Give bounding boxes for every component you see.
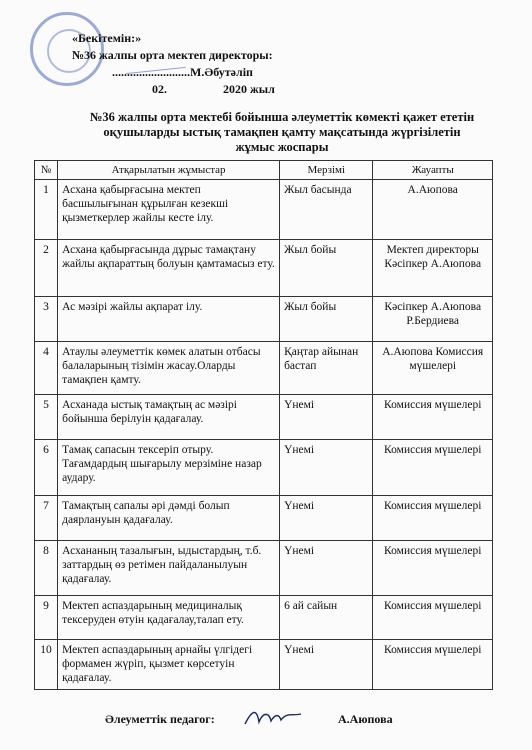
row-term: Үнемі [280,395,373,440]
row-number: 5 [35,395,58,440]
table-header-row [35,161,493,180]
row-number: 2 [35,240,58,297]
row-term: Жыл бойы [280,297,373,342]
row-responsible: А.Аюпова [373,180,493,240]
row-term: Жыл басында [280,180,373,240]
title-line-2: оқушыларды ыстық тамақпен қамту мақсатында жүргізілетін [103,125,461,139]
approval-position: №36 жалпы орта мектеп директоры: [72,48,273,62]
row-responsible: Комиссия мүшелері [373,596,493,640]
row-number: 8 [35,541,58,596]
row-responsible: А.Аюпова Комиссия мүшелері [373,342,493,395]
row-term: Үнемі [280,541,373,596]
row-work: Тамақ сапасын тексеріп отыру. Тағамдардың шығарылу мерзіміне назар аудару. [58,440,280,496]
title-line-3: жұмыс жоспары [235,140,329,154]
row-number: 6 [35,440,58,496]
row-work: Мектеп аспаздарының арнайы үлгідегі формамен жүріп, қызмет көрсетуін қадағалау. [58,640,280,690]
row-responsible: Комиссия мүшелері [373,541,493,596]
header-term: Мерзімі [280,161,373,180]
row-term: 6 ай сайын [280,596,373,640]
table-row [35,342,493,395]
approval-director: ..........................М.Әбутәліп [112,65,253,79]
row-number: 3 [35,297,58,342]
row-number: 1 [35,180,58,240]
table-row [35,596,493,640]
row-work: Асханада ыстық тамақтың ас мәзірі бойынша берілуін қадағалау. [58,395,280,440]
header-responsible: Жауапты [373,161,493,180]
row-work: Асхананың тазалығын, ыдыстардың, т.б. заттардың өз ретімен пайдаланылуын қадағалау. [58,541,280,596]
row-responsible: Комиссия мүшелері [373,395,493,440]
row-work: Асхана қабырғасында дұрыс тамақтану жайлы ақпараттың болуын қамтамасыз ету. [58,240,280,297]
signatory-name: А.Аюпова [338,712,393,726]
header-number: № [35,161,58,180]
row-responsible: Комиссия мүшелері [373,440,493,496]
approval-heading: «Бекітемін:» [72,31,142,45]
signature-icon [243,706,303,728]
row-responsible: Комиссия мүшелері [373,640,493,690]
table-row [35,440,493,496]
approval-year: 2020 жыл [223,82,275,96]
table-row [35,240,493,297]
table-row [35,640,493,690]
document-title [62,110,502,155]
row-work: Ас мәзірі жайлы ақпарат ілу. [58,297,280,342]
row-term: Үнемі [280,640,373,690]
row-responsible: Мектеп директоры Кәсіпкер А.Аюпова [373,240,493,297]
title-line-1: №36 жалпы орта мектебі бойынша әлеуметтік көмекті қажет ететін [89,110,475,124]
row-number: 4 [35,342,58,395]
row-number: 10 [35,640,58,690]
signature-label: Әлеуметтік педагог: [105,712,215,726]
row-work: Мектеп аспаздарының медициналық тексеруден өтуін қадағалау,талап ету. [58,596,280,640]
work-plan-table [34,160,493,690]
table-row [35,297,493,342]
signature-line [105,712,393,727]
row-work: Асхана қабырғасына мектеп басшылығынан құрылған кезекші қызметкерлер жайлы кесте ілу. [58,180,280,240]
row-number: 9 [35,596,58,640]
row-work: Тамақтың сапалы әрі дәмді болып даярлануын қадағалау. [58,496,280,541]
table-row [35,496,493,541]
approval-date [72,81,275,98]
table-row [35,395,493,440]
row-work: Атаулы әлеуметтік көмек алатын отбасы балаларының тізімін жасау.Оларды тамақпен қамту. [58,342,280,395]
row-term: Жыл бойы [280,240,373,297]
row-term: Үнемі [280,440,373,496]
approval-day: 02. [152,82,167,96]
header-work: Атқарылатын жұмыстар [58,161,280,180]
row-term: Қаңтар айынан бастап [280,342,373,395]
table-row [35,180,493,240]
row-responsible: Кәсіпкер А.Аюпова Р.Бердиева [373,297,493,342]
table-row [35,541,493,596]
row-responsible: Комиссия мүшелері [373,496,493,541]
row-number: 7 [35,496,58,541]
row-term: Үнемі [280,496,373,541]
approval-block [72,30,275,98]
